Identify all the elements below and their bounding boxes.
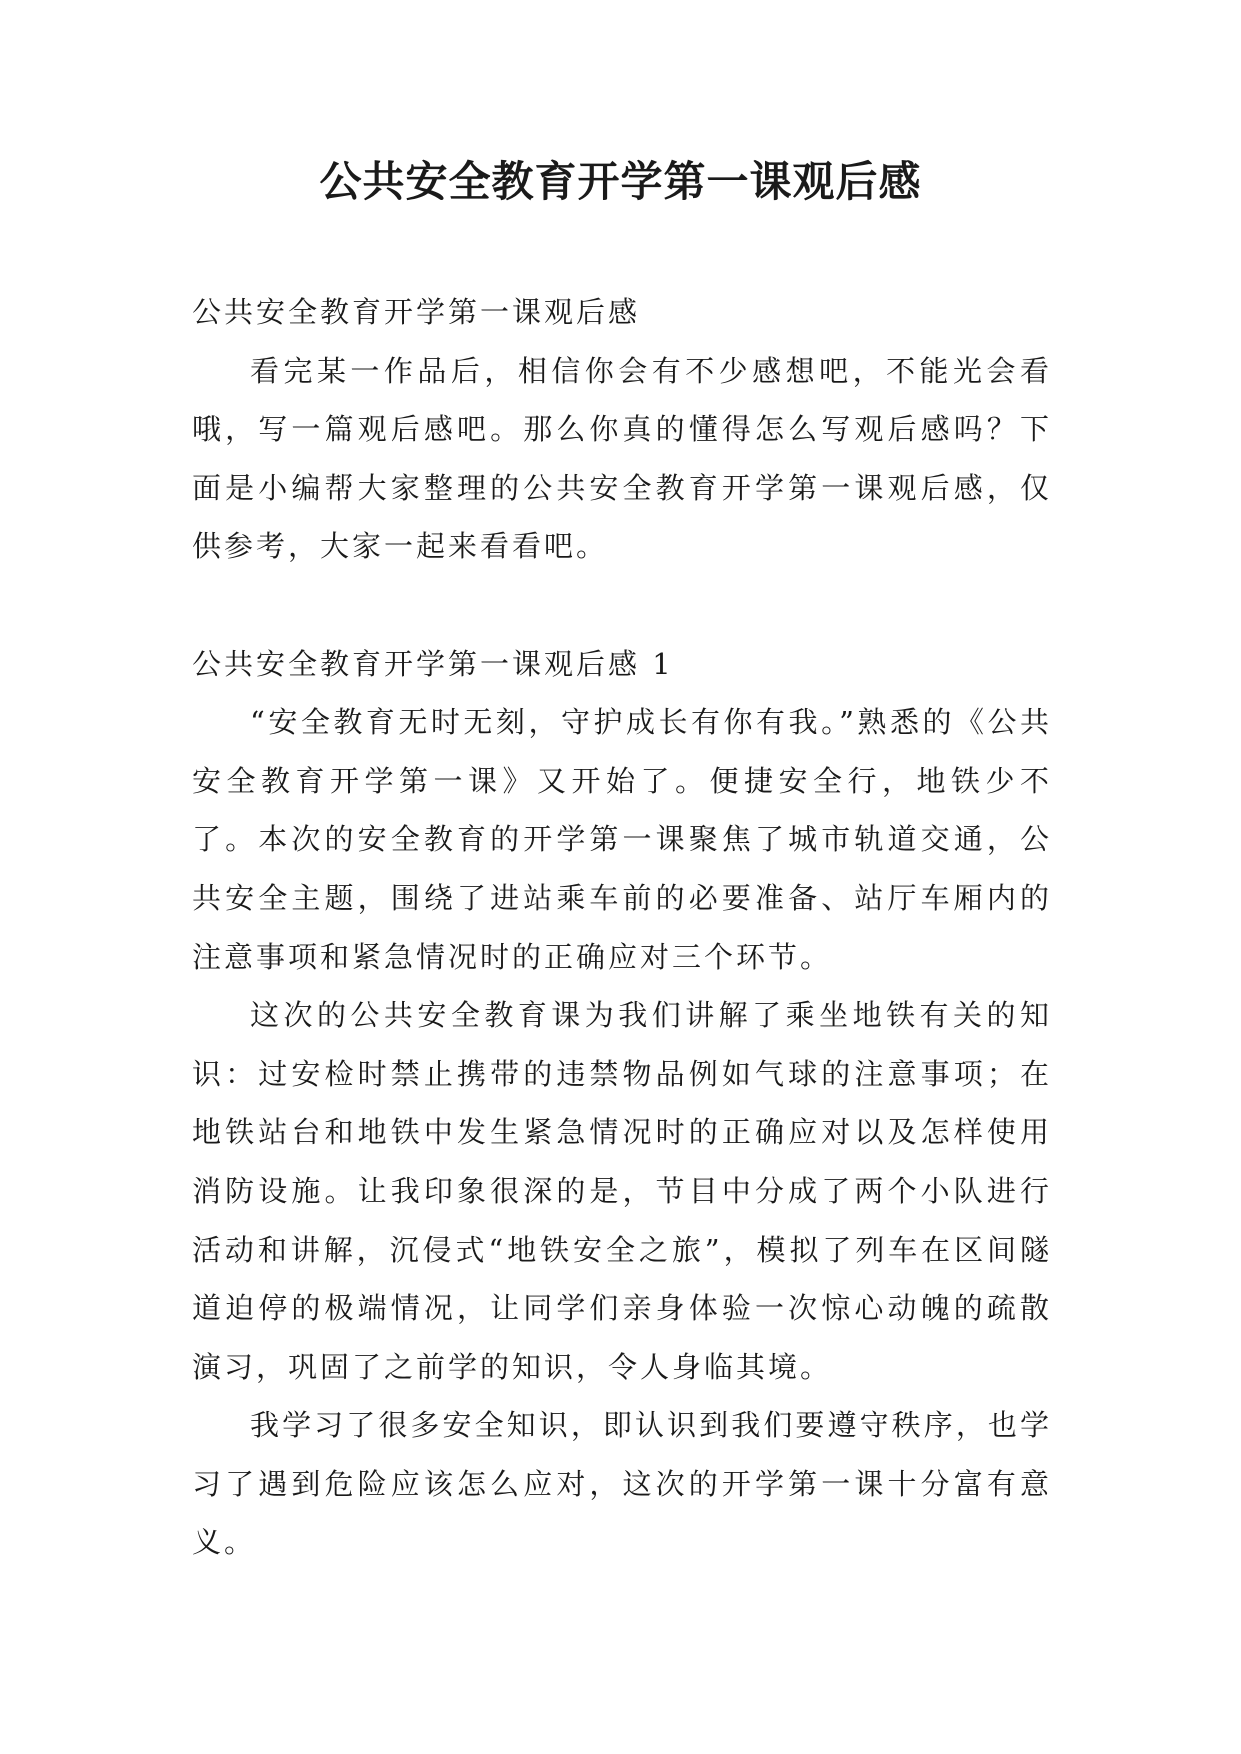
document-body xyxy=(192,283,1052,1572)
intro-paragraph: 看完某一作品后，相信你会有不少感想吧，不能光会看哦，写一篇观后感吧。那么你真的懂得怎么写观后感吗？下面是小编帮大家整理的公共安全教育开学第一课观后感，仅供参考，大家一起来看看吧。 xyxy=(192,353,1052,564)
paragraph-2: 这次的公共安全教育课为我们讲解了乘坐地铁有关的知识：过安检时禁止携带的违禁物品例如气球的注意事项；在地铁站台和地铁中发生紧急情况时的正确应对以及怎样使用消防设施。让我印象很深的是，节目中分成了两个小队进行活动和讲解，沉侵式“地铁安全之旅”，模拟了列车在区间隧道迫停的极端情况，让同学们亲身体验一次惊心动魄的疏散演习，巩固了之前学的知识，令人身临其境。 xyxy=(192,998,1052,1384)
blank-line xyxy=(192,576,1052,635)
section-heading-intro: 公共安全教育开学第一课观后感 xyxy=(192,295,641,329)
document-title: 公共安全教育开学第一课观后感 xyxy=(319,157,922,206)
paragraph-3: 我学习了很多安全知识，即认识到我们要遵守秩序，也学习了遇到危险应该怎么应对，这次的开学第一课十分富有意义。 xyxy=(192,1408,1052,1560)
section-heading-1: 公共安全教育开学第一课观后感 1 xyxy=(192,646,674,681)
paragraph-1: “安全教育无时无刻，守护成长有你有我。”熟悉的《公共安全教育开学第一课》又开始了。便捷安全行，地铁少不了。本次的安全教育的开学第一课聚焦了城市轨道交通，公共安全主题，围绕了进站乘车前的必要准备、站厅车厢内的注意事项和紧急情况时的正确应对三个环节。 xyxy=(192,705,1052,974)
